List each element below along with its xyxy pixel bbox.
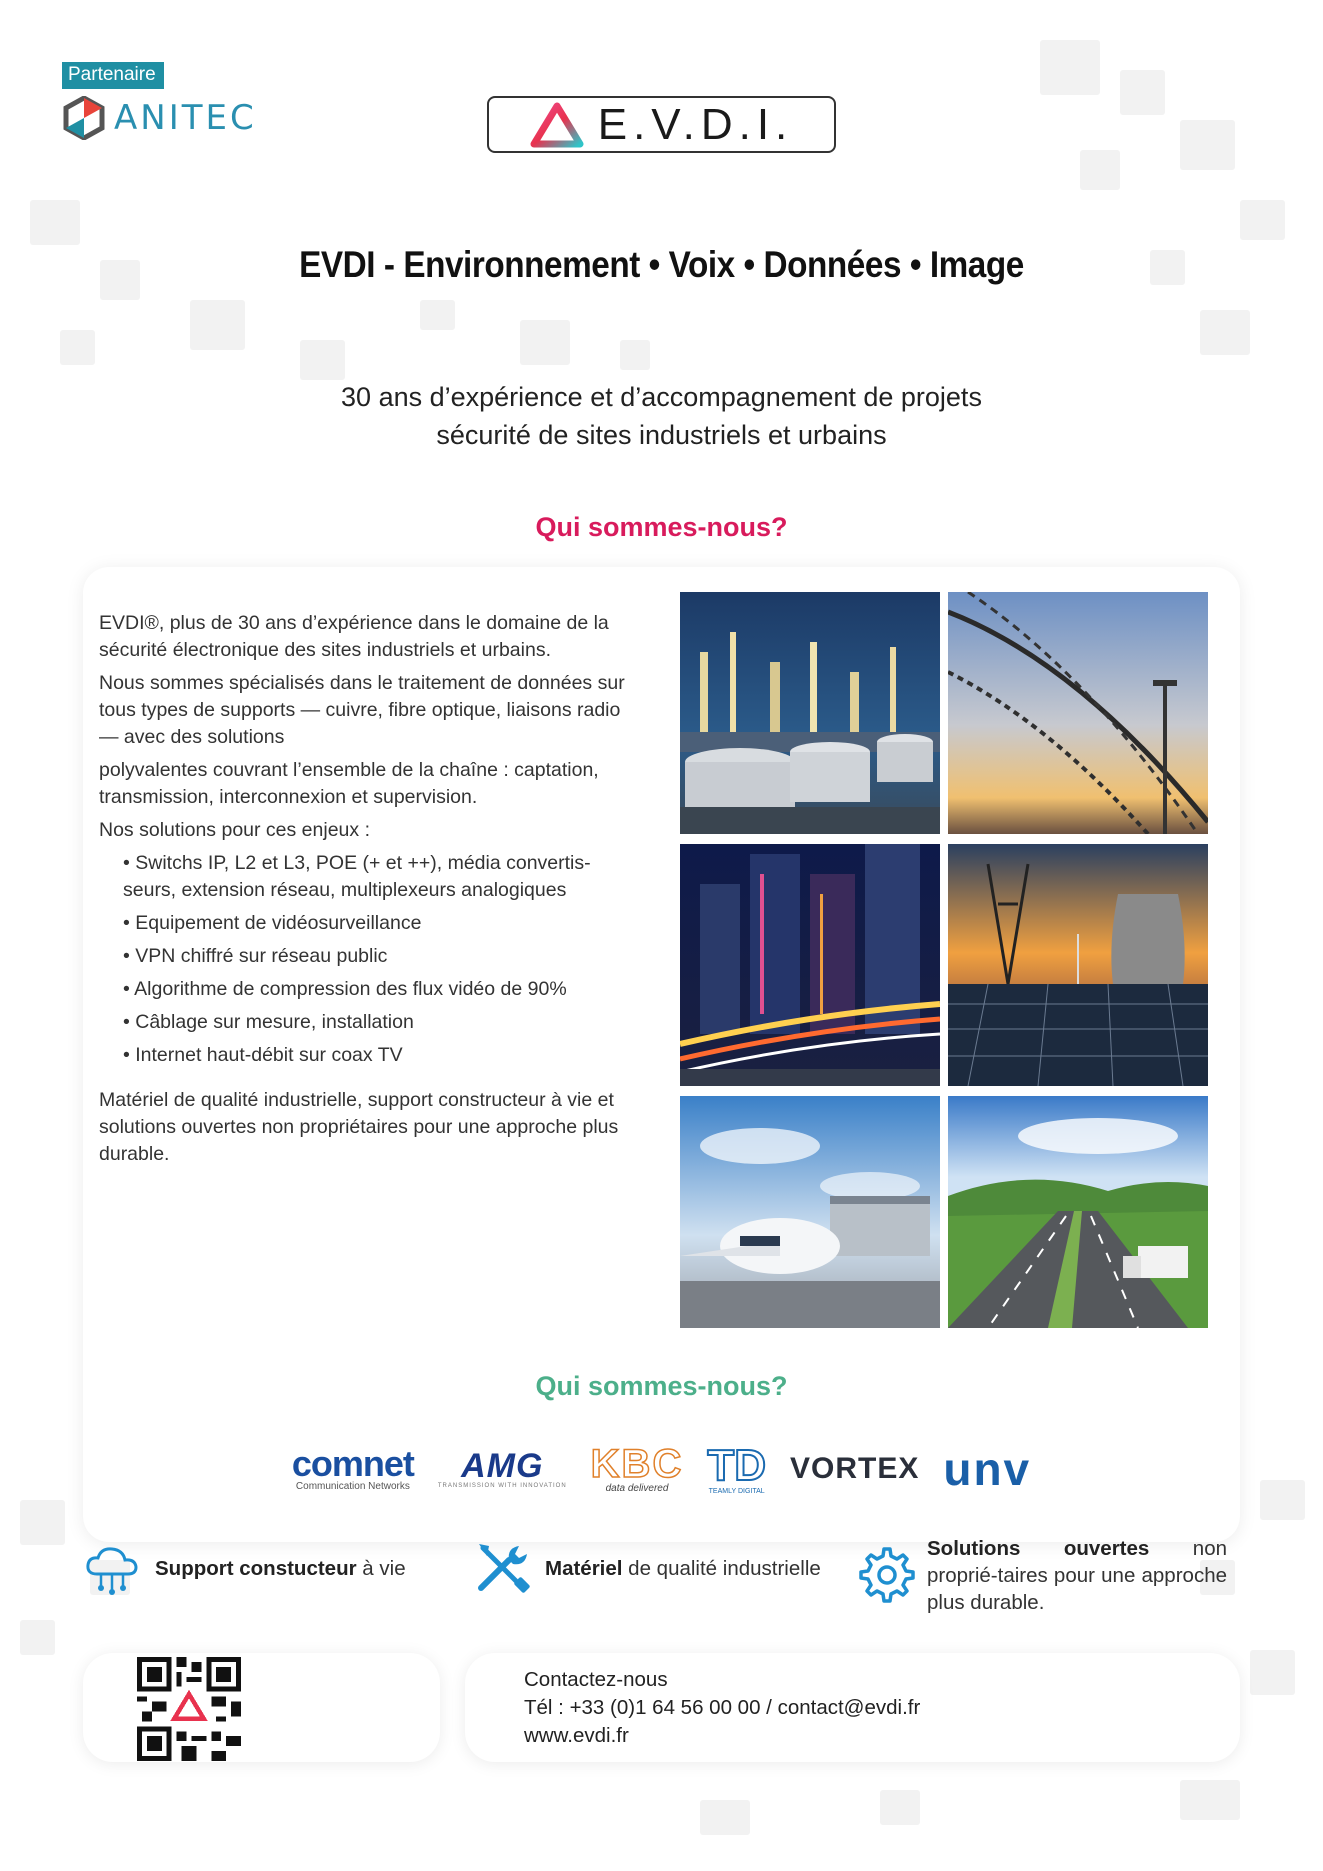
subtitle-line-2: sécurité de sites industriels et urbains	[436, 420, 887, 450]
feature-support-text	[155, 1557, 406, 1581]
subtitle	[0, 378, 1323, 454]
about-paragraph: Matériel de qualité industrielle, support constructeur à vie et solutions ouvertes non propriétaires pour une approche plus durable.	[99, 1089, 619, 1165]
list-item: • Câblage sur mesure, installation	[123, 1011, 414, 1033]
subtitle-line-1: 30 ans d’expérience et d’accompagnement de projets	[341, 382, 982, 412]
feature-support-rest: à vie	[356, 1557, 406, 1580]
amg-logo	[438, 1449, 567, 1489]
contact-title: Contactez-nous	[524, 1668, 668, 1691]
feature-hardware-bold: Matériel	[545, 1557, 623, 1580]
anitec-icon	[62, 96, 106, 140]
comnet-logo-text: comnet	[291, 1443, 414, 1484]
about-paragraph: polyvalentes couvrant l’ensemble de la chaîne : captation, transmission, interconnexion et supervision.	[99, 759, 599, 808]
cloud-network-icon	[83, 1540, 141, 1598]
refinery-night-photo	[680, 592, 940, 834]
partner-label: Partenaire	[62, 62, 164, 89]
feature-hardware-text	[545, 1557, 821, 1581]
evdi-logo	[487, 96, 836, 153]
list-item: • VPN chiffré sur réseau public	[123, 945, 388, 967]
td-logo-text: TD	[707, 1440, 766, 1490]
list-item: • Switchs IP, L2 et L3, POE (+ et ++), média convertis-seurs, extension réseau, multiplexeurs analogiques	[123, 852, 591, 901]
section-title-partners: Qui sommes-nous?	[535, 1371, 788, 1401]
td-logo	[707, 1440, 766, 1495]
feature-open-solutions-text	[927, 1535, 1227, 1616]
anitec-logo	[62, 96, 257, 140]
about-text	[99, 610, 629, 1174]
feature-open-solutions	[855, 1535, 1227, 1616]
amg-logo-subtext: TRANSMISSION WITH INNOVATION	[437, 1483, 567, 1489]
feature-hardware-rest: de qualité industrielle	[622, 1557, 821, 1580]
feature-support	[83, 1540, 406, 1598]
feature-support-bold: Support constucteur	[155, 1557, 357, 1580]
gear-icon	[855, 1543, 915, 1603]
tools-icon	[473, 1540, 533, 1598]
qr-code	[137, 1657, 241, 1761]
city-night-traffic-photo	[680, 844, 940, 1086]
list-item: • Algorithme de compression des flux vidéo de 90%	[123, 978, 567, 1000]
list-item: • Equipement de vidéosurveillance	[123, 912, 422, 934]
comnet-logo	[291, 1443, 414, 1492]
feature-hardware	[473, 1540, 821, 1598]
td-logo-subtext: TEAMLY DIGITAL	[708, 1487, 765, 1495]
about-paragraph: Nos solutions pour ces enjeux :	[99, 819, 370, 841]
evdi-logo-text: E.V.D.I.	[597, 99, 794, 149]
contact-info	[524, 1666, 920, 1750]
contact-phone-email[interactable]: Tél : +33 (0)1 64 56 00 00 / contact@evdi.fr	[524, 1696, 921, 1719]
evdi-triangle-icon	[530, 102, 584, 148]
kbc-logo-text: KBC	[590, 1442, 684, 1486]
amg-logo-text: AMG	[461, 1447, 544, 1485]
airport-plane-photo	[680, 1096, 940, 1338]
anitec-name: ANITEC	[114, 98, 257, 138]
solutions-list	[99, 850, 629, 1069]
list-item: • Internet haut-débit sur coax TV	[123, 1044, 403, 1066]
energy-solar-turbines-photo	[948, 844, 1208, 1086]
highway-landscape-photo	[948, 1096, 1208, 1338]
kbc-logo-subtext: data delivered	[605, 1483, 669, 1494]
page-title: EVDI - Environnement • Voix • Données • Image	[299, 244, 1024, 285]
about-paragraph: EVDI®, plus de 30 ans d’expérience dans le domaine de la sécurité électronique des sites industriels et urbains.	[99, 612, 609, 661]
about-paragraph: Nous sommes spécialisés dans le traitement de données sur tous types de supports — cuivre, fibre optique, liaisons radio — avec des solutions	[99, 672, 625, 748]
kbc-logo	[591, 1444, 684, 1494]
contact-website-link[interactable]: www.evdi.fr	[524, 1724, 629, 1747]
unv-logo: unv	[943, 1443, 1032, 1495]
feature-open-solutions-bold: Solutions ouvertes	[927, 1537, 1150, 1560]
section-title-about: Qui sommes-nous?	[535, 512, 788, 542]
comnet-logo-subtext: Communication Networks	[295, 1481, 410, 1492]
partner-logos-row	[0, 1442, 1323, 1496]
feature-open-solutions-rest: non proprié-taires pour une approche plus durable.	[927, 1537, 1227, 1614]
vortex-logo: VORTEX	[790, 1452, 920, 1485]
barbed-wire-fence-photo	[948, 592, 1208, 834]
